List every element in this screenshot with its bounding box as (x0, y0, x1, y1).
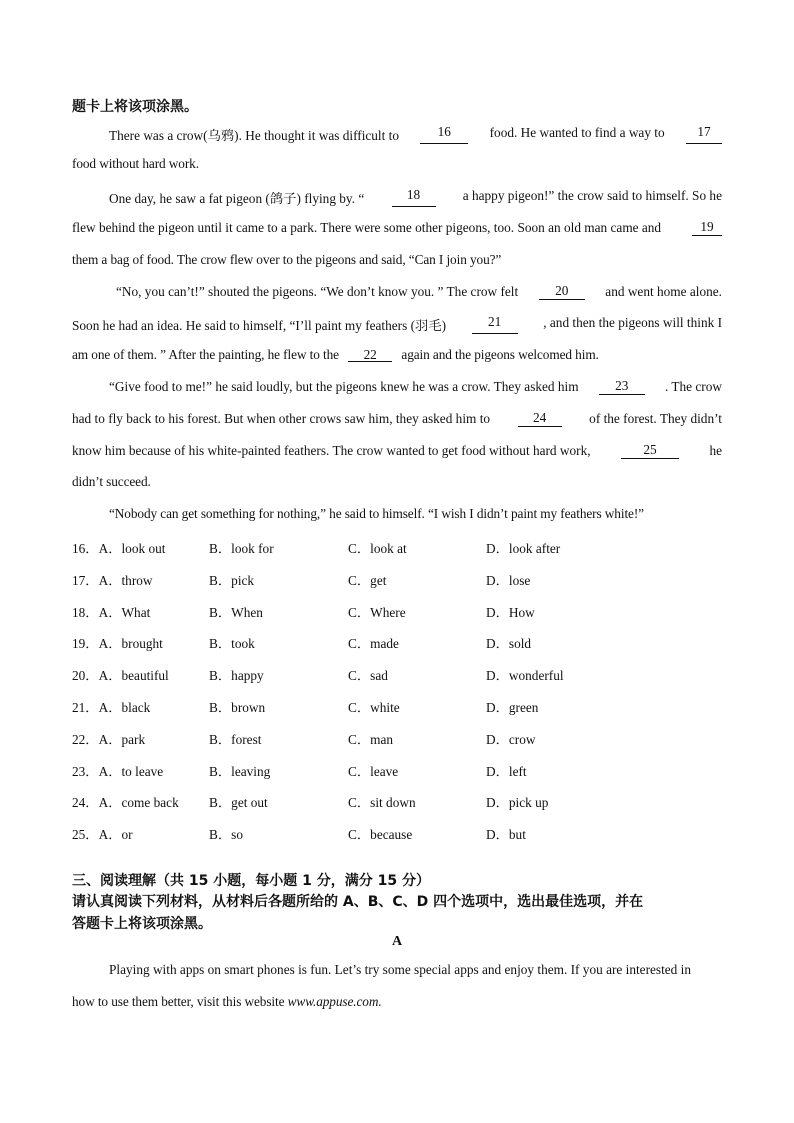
blank-25: 25 (621, 443, 679, 459)
blank-20: 20 (539, 284, 585, 300)
blank-23: 23 (599, 379, 645, 395)
option-c: C．leave (348, 764, 399, 779)
passage-line: how to use them better, visit this website www.appuse.com. (72, 994, 382, 1009)
cloze-line: know him because of his white-painted feathers. The crow wanted to get food without hard work, 25 he (72, 442, 722, 458)
option-b: B．get out (209, 795, 268, 810)
option-c: C．sad (348, 668, 388, 683)
option-b: B．pick (209, 573, 255, 588)
option-c: C．made (348, 636, 399, 651)
option-a: 19．A．brought (72, 636, 163, 651)
option-a: 24．A．come back (72, 795, 179, 810)
instruction-continued: 题卡上将该项涂黑。 (72, 99, 198, 115)
option-a: 21．A．black (72, 700, 151, 715)
option-d: D．wonderful (486, 668, 564, 683)
blank-24: 24 (518, 411, 562, 427)
option-d: D．How (486, 605, 535, 620)
cloze-line: “Nobody can get something for nothing,” he said to himself. “I wish I didn’t paint my feathers white!” (109, 506, 644, 521)
option-a: 18．A．What (72, 605, 151, 620)
section-instruction: 答题卡上将该项涂黑。 (72, 916, 212, 932)
option-b: B．forest (209, 732, 262, 747)
cloze-line: them a bag of food. The crow flew over to the pigeons and said, “Can I join you?” (72, 252, 502, 267)
option-d: D．left (486, 764, 527, 779)
option-c: C．white (348, 700, 400, 715)
blank-17: 17 (686, 125, 722, 144)
cloze-line: had to fly back to his forest. But when other crows saw him, they asked him to 24 of the forest. They didn’t (72, 410, 722, 426)
option-d: D．pick up (486, 795, 549, 810)
blank-19: 19 (692, 220, 722, 236)
passage-label: A (391, 934, 403, 949)
passage-line: Playing with apps on smart phones is fun. Let’s try some special apps and enjoy them. If you are interested in (109, 962, 691, 977)
option-d: D．but (486, 827, 526, 842)
option-d: D．look after (486, 541, 561, 556)
option-a: 23．A．to leave (72, 764, 164, 779)
option-b: B．leaving (209, 764, 271, 779)
option-a: 22．A．park (72, 732, 146, 747)
option-b: B．took (209, 636, 255, 651)
blank-21: 21 (472, 315, 518, 334)
option-d: D．sold (486, 636, 532, 651)
cloze-line: There was a crow(乌鸦). He thought it was difficult to 16 food. He wanted to find a way to 17 (72, 125, 722, 144)
option-d: D．lose (486, 573, 531, 588)
option-c: C．Where (348, 605, 406, 620)
option-a: 25．A．or (72, 827, 133, 842)
option-b: B．look for (209, 541, 274, 556)
blank-18: 18 (392, 188, 436, 207)
option-b: B．brown (209, 700, 266, 715)
option-b: B．so (209, 827, 243, 842)
option-b: B．happy (209, 668, 264, 683)
option-c: C．because (348, 827, 413, 842)
section-instruction: 请认真阅读下列材料，从材料后各题所给的 A、B、C、D 四个选项中，选出最佳选项，并在 (72, 894, 644, 910)
option-d: D．crow (486, 732, 536, 747)
cloze-line: One day, he saw a fat pigeon (鸽子) flying by. “ 18 a happy pigeon!” the crow said to himself. So he (109, 187, 722, 206)
section-title: 三、阅读理解（共 15 小题，每小题 1 分，满分 15 分） (72, 873, 430, 889)
option-c: C．man (348, 732, 394, 747)
option-c: C．get (348, 573, 387, 588)
cloze-line: didn’t succeed. (72, 474, 151, 489)
website-link[interactable]: www.appuse.com. (287, 994, 382, 1009)
cloze-line: Soon he had an idea. He said to himself, “I’ll paint my feathers (羽毛) 21 , and then the pigeons will think I (72, 314, 722, 333)
blank-22: 22 (348, 348, 392, 362)
cloze-line: flew behind the pigeon until it came to a park. There were some other pigeons, too. Soon an old man came and 19 (72, 220, 722, 236)
option-b: B．When (209, 605, 263, 620)
blank-16: 16 (420, 125, 468, 144)
option-a: 17．A．throw (72, 573, 153, 588)
option-c: C．look at (348, 541, 407, 556)
option-a: 20．A．beautiful (72, 668, 169, 683)
cloze-line: “Give food to me!” he said loudly, but the pigeons knew he was a crow. They asked him 23 . The crow (109, 378, 722, 394)
cloze-line: “No, you can’t!” shouted the pigeons. “We don’t know you. ” The crow felt 20 and went home alone. (116, 283, 722, 299)
cloze-line: am one of them. ” After the painting, he flew to the 22 again and the pigeons welcomed him. (72, 347, 599, 362)
cloze-line: food without hard work. (72, 156, 199, 171)
option-a: 16．A．look out (72, 541, 166, 556)
option-d: D．green (486, 700, 539, 715)
option-c: C．sit down (348, 795, 416, 810)
